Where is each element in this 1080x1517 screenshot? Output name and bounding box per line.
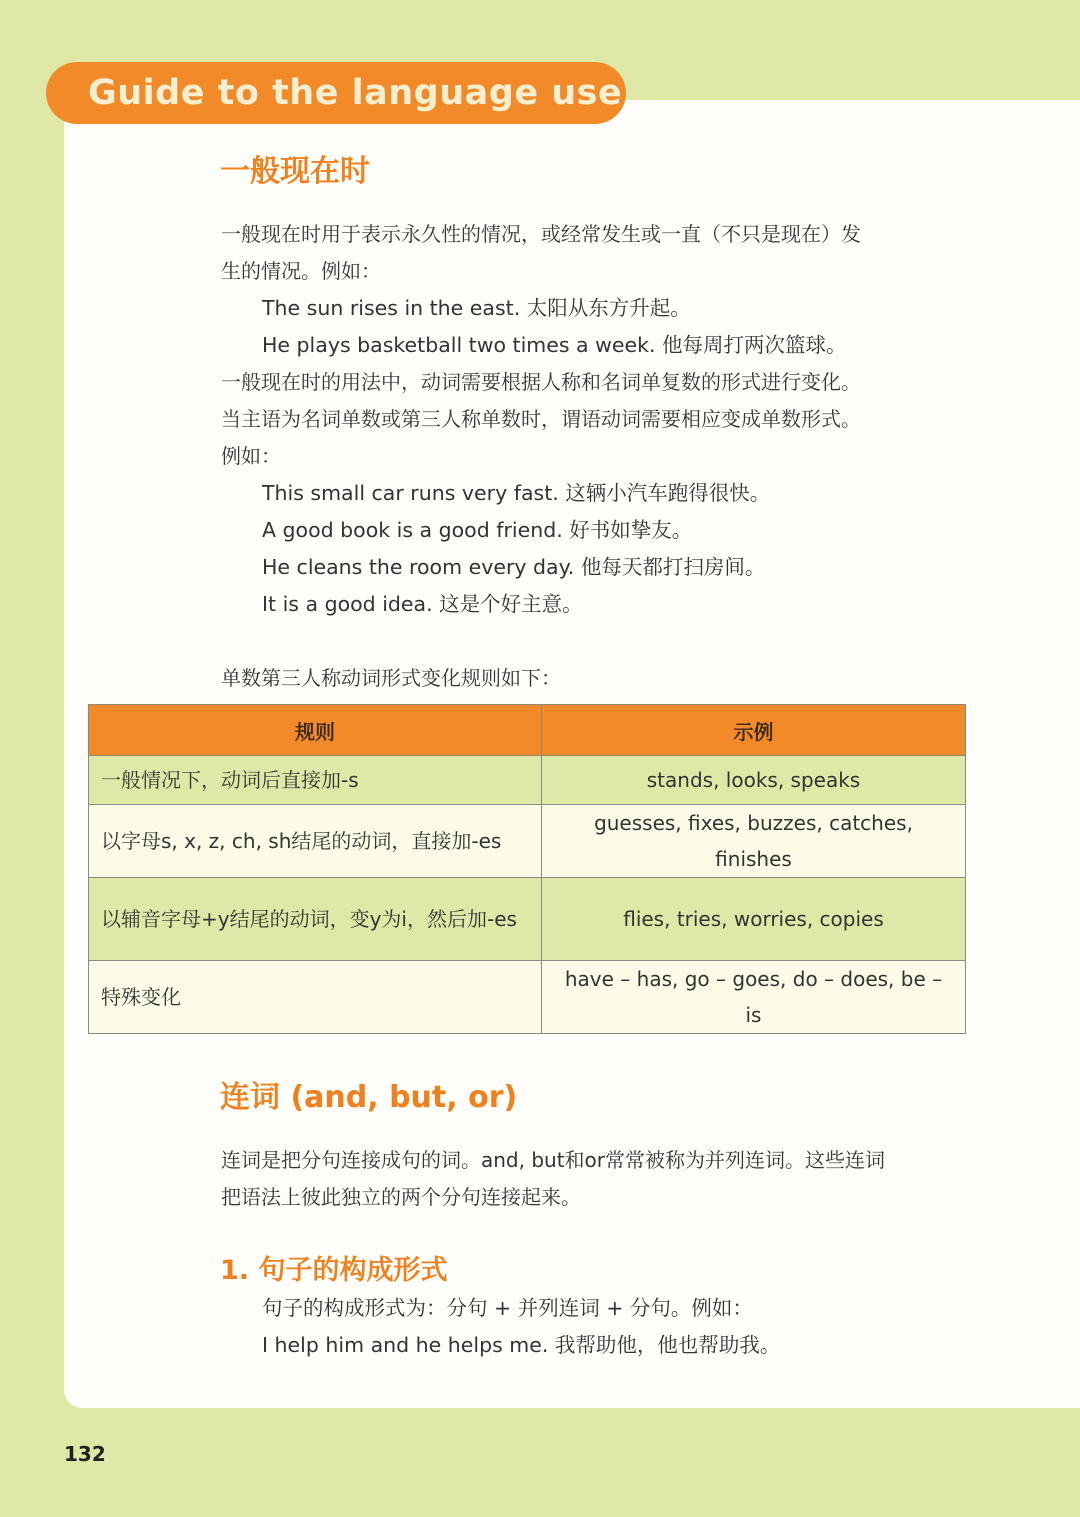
table-header-rule: 规则 <box>89 705 542 756</box>
conjunction-intro-line-2: 把语法上彼此独立的两个分句连接起来。 <box>221 1185 581 1209</box>
verb-rules-table <box>88 704 966 1034</box>
table-row <box>89 756 966 805</box>
example-cell: guesses, fixes, buzzes, catches, finishes <box>542 805 966 878</box>
example-sentence: It is a good idea. 这是个好主意。 <box>262 592 583 616</box>
example-cell: flies, tries, worries, copies <box>542 878 966 961</box>
section-heading-conjunctions: 连词 (and, but, or) <box>220 1080 518 1115</box>
usage-line-1: 一般现在时的用法中，动词需要根据人称和名词单复数的形式进行变化。 <box>221 370 861 394</box>
rule-cell: 以字母s, x, z, ch, sh结尾的动词，直接加-es <box>89 805 542 878</box>
table-header-example: 示例 <box>542 705 966 756</box>
page-number: 132 <box>64 1442 106 1466</box>
example-sentence: A good book is a good friend. 好书如挚友。 <box>262 518 693 542</box>
table-caption: 单数第三人称动词形式变化规则如下： <box>221 666 561 690</box>
header-banner <box>46 62 626 124</box>
rule-cell: 一般情况下，动词后直接加-s <box>89 756 542 805</box>
example-sentence: This small car runs very fast. 这辆小汽车跑得很快。 <box>262 481 771 505</box>
example-cell: stands, looks, speaks <box>542 756 966 805</box>
example-sentence: The sun rises in the east. 太阳从东方升起。 <box>262 296 691 320</box>
rule-cell: 以辅音字母+y结尾的动词，变y为i，然后加-es <box>89 878 542 961</box>
structure-line: 句子的构成形式为：分句 + 并列连词 + 分句。例如： <box>262 1296 753 1320</box>
usage-line-2: 当主语为名词单数或第三人称单数时，谓语动词需要相应变成单数形式。 <box>221 407 861 431</box>
table-header-row <box>89 705 966 756</box>
conjunction-intro-line-1: 连词是把分句连接成句的词。and, but和or常常被称为并列连词。这些连词 <box>221 1148 886 1172</box>
sub-heading-sentence-structure: 1. 句子的构成形式 <box>220 1255 448 1286</box>
example-sentence: He cleans the room every day. 他每天都打扫房间。 <box>262 555 766 579</box>
example-sentence: He plays basketball two times a week. 他每周打两次篮球。 <box>262 333 847 357</box>
header-title: Guide to the language use <box>88 73 623 113</box>
table-row <box>89 805 966 878</box>
section-heading-present-simple: 一般现在时 <box>220 154 370 189</box>
table-row <box>89 878 966 961</box>
example-cell: have – has, go – goes, do – does, be – is <box>542 961 966 1034</box>
example-sentence: I help him and he helps me. 我帮助他，他也帮助我。 <box>262 1333 781 1357</box>
usage-line-3: 例如： <box>221 444 281 468</box>
rule-cell: 特殊变化 <box>89 961 542 1034</box>
table-row <box>89 961 966 1034</box>
intro-line-2: 生的情况。例如： <box>221 259 381 283</box>
intro-line-1: 一般现在时用于表示永久性的情况，或经常发生或一直（不只是现在）发 <box>221 222 861 246</box>
